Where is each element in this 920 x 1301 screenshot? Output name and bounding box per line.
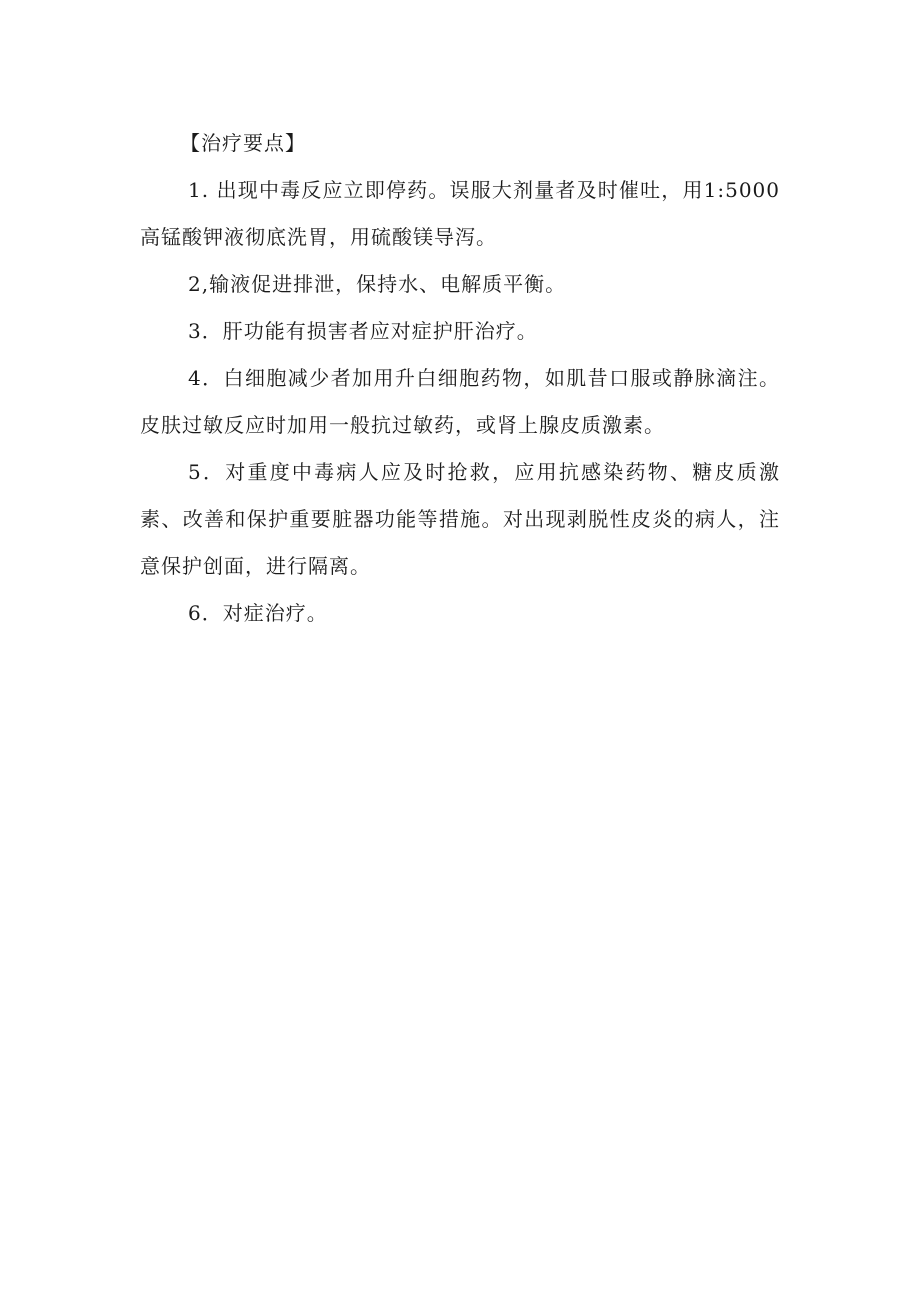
- paragraph-3: 3．肝功能有损害者应对症护肝治疗。: [188, 319, 538, 343]
- paragraph-2: 2,输液促进排泄，保持水、电解质平衡。: [188, 272, 567, 296]
- section-heading: 【治疗要点】: [180, 131, 306, 155]
- paragraph-1: 1. 出现中毒反应立即停药。误服大剂量者及时催吐，用1:5000高锰酸钾液彻底洗胃，用硫酸镁导泻。: [140, 178, 780, 249]
- document-body: [140, 120, 780, 637]
- paragraph-4: 4．白细胞减少者加用升白细胞药物，如肌昔口服或静脉滴注。皮肤过敏反应时加用一般抗过敏药，或肾上腺皮质激素。: [140, 366, 780, 437]
- paragraph-6: 6．对症治疗。: [188, 601, 328, 625]
- paragraph-5: 5．对重度中毒病人应及时抢救，应用抗感染药物、糖皮质激素、改善和保护重要脏器功能等措施。对出现剥脱性皮炎的病人，注意保护创面，进行隔离。: [140, 460, 780, 578]
